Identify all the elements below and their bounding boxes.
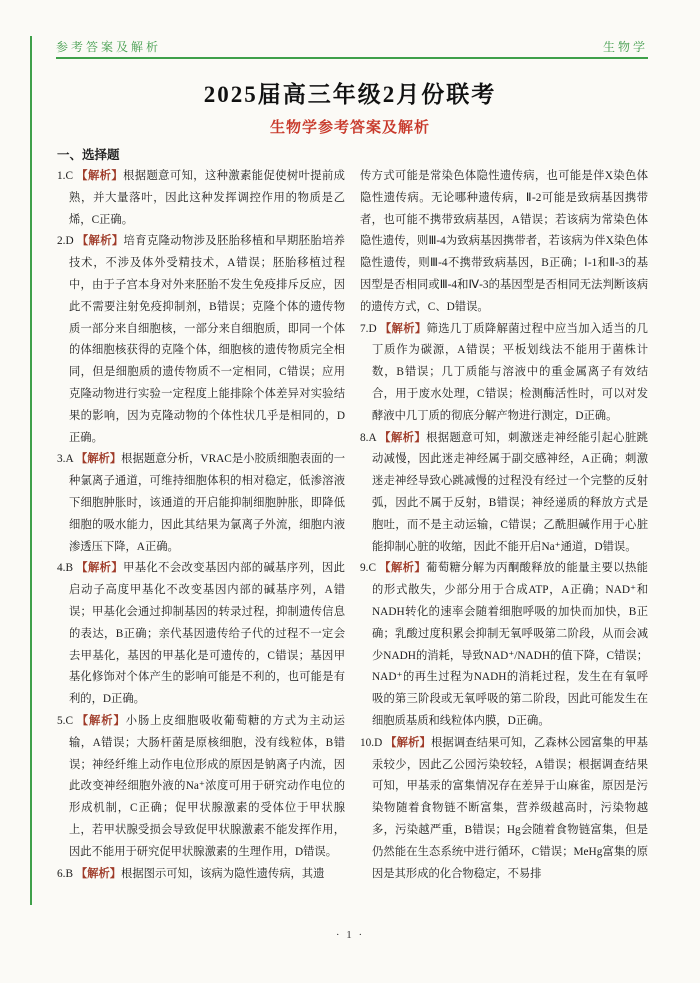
answer-number: 4.B: [57, 562, 74, 575]
analysis-text: 根据题意可知，这种激素能促使树叶提前成熟，并大量落叶，因此这种发挥调控作用的物质是乙烯，C正确。: [69, 170, 345, 226]
section-title: 一、选择题: [57, 148, 120, 162]
analysis-text: 葡萄糖分解为丙酮酸释放的能量主要以热能的形式散失，少部分用于合成ATP，A正确；NAD⁺和NADH转化的速率会随着细胞呼吸的加快而加快，B正确；乳酸过度积累会抑制无氧呼吸第二阶段，从而会减少NADH的消耗，导致NAD⁺/NADH的值下降，C错误；NAD⁺的再生过程为NADH的消耗过程，发生在有氧呼吸的第三阶段或无氧呼吸的第二阶段，因此可能发生在细胞质基质和线粒体内膜，D正确。: [372, 562, 648, 727]
left-column: [57, 166, 345, 885]
answer-key-subtitle: 生物学参考答案及解析: [269, 120, 430, 136]
analysis-text: 根据调查结果可知，乙森林公园富集的甲基汞较少，因此乙公园污染较轻，A错误；根据调查结果可知，甲基汞的富集情况存在差异于山麻雀，原因是污染物随着食物链不断富集，营养级越高时，污染物越多，污染越严重，B错误；Hg会随着食物链富集，但是仍然能在生态系统中进行循环，C错误；MeHg富集的原因是其形成的化合物稳定，不易排: [372, 736, 648, 880]
exam-title: 2025届高三年级2月份联考: [203, 82, 497, 107]
analysis-marker: 【解析】: [76, 170, 124, 182]
answer-item-6-continuation: [360, 166, 648, 319]
analysis-text: 甲基化不会改变基因内部的碱基序列，因此启动子高度甲基化不改变基因内部的碱基序列，A错误；甲基化会通过抑制基因的转录过程，抑制遗传信息的表达，B正确；亲代基因遗传给子代的过程不一定会去甲基化，基因的甲基化是可遗传的，C错误；基因甲基化修饰对个体产生的影响可能是不利的，也可能是有利的，D正确。: [69, 562, 345, 706]
page-header: [56, 38, 648, 56]
analysis-text: 培育克隆动物涉及胚胎移植和早期胚胎培养技术，不涉及体外受精技术，A错误；胚胎移植过程中，由于子宫本身对外来胚胎不发生免疫排斥反应，因此不需要注射免疫抑制剂，B错误；克隆个体的遗传物质一部分来自细胞核，一部分来自细胞质，即同一个体的体细胞核获得的克隆个体，细胞核的遗传物质完全相同，但是细胞质的遗传物质不一定相同，C错误；应用克隆动物进行实验一定程度上能排除个体差异对实验结果的影响，因为克隆动物的个体性状几乎是相同的，D正确。: [69, 235, 345, 444]
answer-number: 3.A: [57, 453, 74, 466]
answer-number: 9.C: [360, 562, 377, 575]
analysis-text: 小肠上皮细胞吸收葡萄糖的方式为主动运输，A错误；大肠杆菌是原核细胞，没有线粒体，B错误；神经纤维上动作电位形成的原因是钠离子内流，因此改变神经细胞外液的Na⁺浓度可用于研究动作电位的形成机制，C正确；促甲状腺激素的受体位于甲状腺上，若甲状腺受损会导致促甲状腺激素不能发挥作用，因此不能用于研究促甲状腺激素的生理作用，D错误。: [69, 714, 345, 858]
right-column: [360, 166, 648, 885]
analysis-marker: 【解析】: [379, 562, 427, 575]
page-footer: [0, 929, 700, 941]
analysis-text: 传方式可能是常染色体隐性遗传病，也可能是伴X染色体隐性遗传病。无论哪种遗传病，Ⅱ-2可能是致病基因携带者，也可能不携带致病基因，A错误；若该病为常染色体隐性遗传，则Ⅲ-4为致病基因携带者，若该病为伴X染色体隐性遗传，则Ⅲ-4不携带致病基因，B正确；Ⅰ-1和Ⅱ-3的基因型是否相同或Ⅲ-4和Ⅳ-3的基因型是否相同无法判断该病的遗传方式，C、D错误。: [360, 170, 648, 313]
analysis-marker: 【解析】: [76, 562, 124, 575]
left-margin-line: [30, 36, 32, 905]
answer-item-6: [57, 864, 345, 886]
analysis-marker: 【解析】: [379, 322, 427, 335]
analysis-marker: 【解析】: [76, 714, 126, 727]
answer-item-2: [57, 231, 345, 449]
two-column-body: [57, 166, 648, 885]
answer-number: 5.C: [57, 714, 74, 727]
header-left-text: 参考答案及解析: [56, 40, 162, 54]
analysis-text: 根据题意分析，VRAC是小胶质细胞表面的一种氯离子通道，可维持细胞体积的相对稳定，低渗溶液下细胞肿胀时，该通道的开启能抑制细胞肿胀，即降低细胞的吸水能力，因此其结果为氯离子外流，细胞内液渗透压下降，A正确。: [69, 453, 346, 553]
answer-number: 1.C: [57, 170, 74, 182]
answer-item-1: [57, 166, 345, 231]
answer-number: 8.A: [360, 431, 377, 444]
analysis-text: 筛选几丁质降解菌过程中应当加入适当的几丁质作为碳源，A错误；平板划线法不能用于菌株计数，B错误；几丁质能与溶液中的重金属离子有效结合，用于废水处理，C错误；检测酶活性时，可以对发酵液中几丁质的彻底分解产物进行测定，D正确。: [372, 322, 648, 422]
analysis-marker: 【解析】: [76, 235, 124, 248]
analysis-marker: 【解析】: [385, 736, 431, 749]
analysis-marker: 【解析】: [75, 453, 122, 466]
answer-number: 2.D: [57, 235, 74, 248]
header-right-text: 生物学: [602, 40, 648, 54]
answer-item-5: [57, 711, 345, 864]
answer-item-3: [57, 449, 345, 558]
answer-item-8: [360, 428, 648, 559]
answer-item-10: [360, 733, 648, 886]
answer-item-9: [360, 558, 648, 732]
answer-item-4: [57, 558, 345, 711]
answer-number: 7.D: [360, 322, 377, 335]
answer-item-7: [360, 319, 648, 428]
page-number: · 1 ·: [335, 929, 365, 941]
analysis-text: 根据图示可知，该病为隐性遗传病，其遗: [121, 867, 325, 880]
answer-number: 6.B: [57, 867, 74, 880]
analysis-text: 根据题意可知，刺激迷走神经能引起心脏跳动减慢，因此迷走神经属于副交感神经，A正确；刺激迷走神经导致心跳减慢的过程没有经过一个完整的反射弧，因此不属于反射，B错误；神经递质的释放方式是胞吐，而不是主动运输，C错误；乙酰胆碱作用于心脏能抑制心脏的收缩，因此不能开启Na⁺通道，D错误。: [372, 431, 648, 553]
header-underline: [56, 57, 648, 59]
analysis-marker: 【解析】: [379, 431, 427, 444]
answer-number: 10.D: [360, 736, 383, 749]
analysis-marker: 【解析】: [75, 867, 122, 880]
